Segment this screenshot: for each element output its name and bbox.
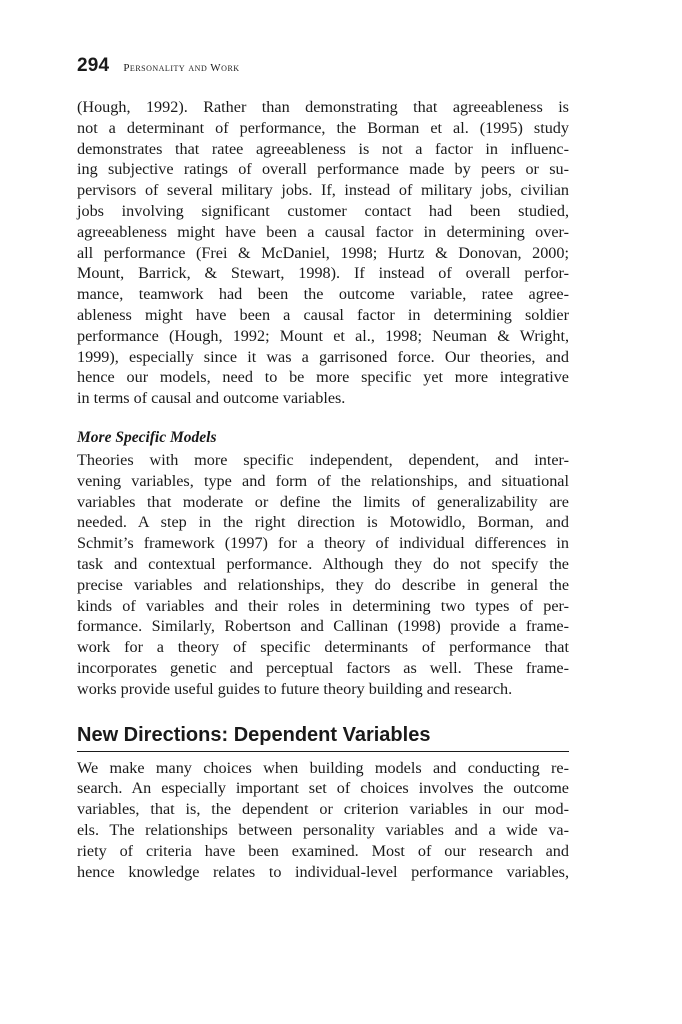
text-line: We make many choices when building models and conducting re- — [77, 758, 569, 777]
text-line: needed. A step in the right direction is Motowidlo, Borman, and — [77, 513, 569, 532]
text-line: task and contextual performance. Although they do not specify the — [77, 554, 569, 573]
text-line: riety of criteria have been examined. Most of our research and — [77, 841, 569, 860]
book-page — [77, 55, 569, 882]
subsection-paragraph — [77, 450, 569, 700]
text-line: formance. Similarly, Robertson and Callinan (1998) provide a frame- — [77, 617, 569, 636]
text-line: kinds of variables and their roles in determining two types of per- — [77, 596, 569, 615]
text-line: Schmit’s framework (1997) for a theory of individual differences in — [77, 534, 569, 553]
text-line: ableness might have been a causal factor in determining soldier — [77, 305, 569, 324]
text-line: Theories with more specific independent, dependent, and inter- — [77, 450, 569, 469]
text-line: precise variables and relationships, they do describe in general the — [77, 575, 569, 594]
text-line: demonstrates that ratee agreeableness is not a factor in influenc- — [77, 139, 569, 158]
paragraph-1 — [77, 97, 569, 409]
text-line: pervisors of several military jobs. If, instead of military jobs, civilian — [77, 181, 569, 200]
text-line: all performance (Frei & McDaniel, 1998; Hurtz & Donovan, 2000; — [77, 243, 569, 262]
text-line: (Hough, 1992). Rather than demonstrating that agreeableness is — [77, 98, 569, 116]
page-number: 294 — [77, 55, 110, 76]
text-line: works provide useful guides to future theory building and research. — [77, 679, 513, 698]
text-line: search. An especially important set of choices involves the outcome — [77, 779, 569, 798]
text-line: ing subjective ratings of overall performance made by peers or su- — [77, 160, 569, 179]
text-line: variables that moderate or define the limits of generalizability are — [77, 492, 569, 511]
text-line: 1999), especially since it was a garrisoned force. Our theories, and — [77, 347, 569, 366]
text-line: Mount, Barrick, & Stewart, 1998). If instead of overall perfor- — [77, 264, 569, 283]
text-line: variables, that is, the dependent or criterion variables in our mod- — [77, 800, 569, 819]
text-line: els. The relationships between personality variables and a wide va- — [77, 820, 569, 839]
text-line: performance (Hough, 1992; Mount et al., 1998; Neuman & Wright, — [77, 326, 569, 345]
text-line: jobs involving significant customer contact had been studied, — [77, 201, 569, 220]
text-line: agreeableness might have been a causal factor in determining over- — [77, 222, 569, 241]
text-line: work for a theory of specific determinants of performance that — [77, 638, 569, 657]
section-heading: New Directions: Dependent Variables — [77, 722, 569, 752]
section-paragraph — [77, 758, 569, 883]
running-title: Personality and Work — [123, 62, 240, 74]
text-line: in terms of causal and outcome variables. — [77, 389, 346, 408]
text-line: hence our models, need to be more specific yet more integrative — [77, 368, 569, 387]
subsection-title: More Specific Models — [77, 428, 217, 446]
text-line: incorporates genetic and perceptual factors as well. These frame- — [77, 658, 569, 677]
text-line: mance, teamwork had been the outcome variable, ratee agree- — [77, 285, 569, 304]
text-line: not a determinant of performance, the Borman et al. (1995) study — [77, 118, 569, 137]
text-line: vening variables, type and form of the relationships, and situational — [77, 471, 569, 490]
text-line: hence knowledge relates to individual-level performance variables, — [77, 862, 569, 881]
running-head — [77, 55, 569, 77]
